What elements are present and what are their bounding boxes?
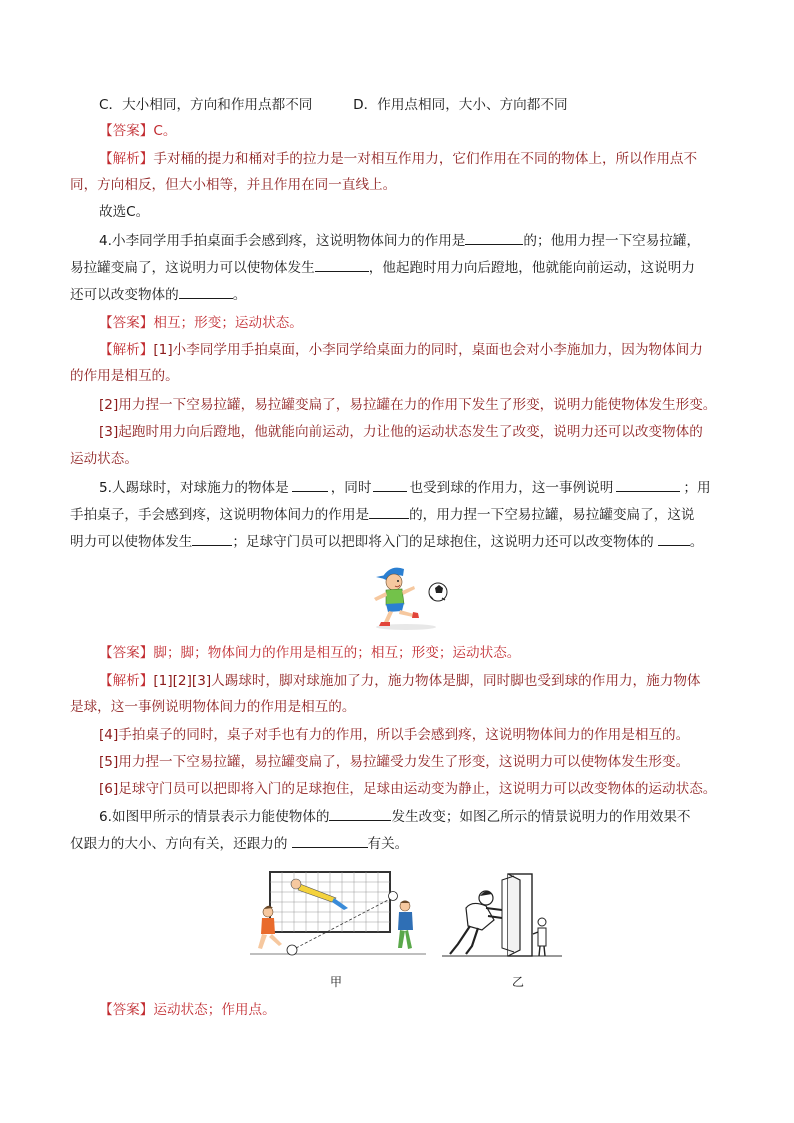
q3-options-line: C．大小相同，方向和作用点都不同 D．作用点相同，大小、方向都不同 <box>99 97 568 113</box>
q5-question-line2: 手拍桌子，手会感到疼，这说明物体间力的作用是 的，用力捏一下空易拉罐，易拉罐变扁了，这说 <box>70 504 730 525</box>
q4-blank-2 <box>315 257 369 272</box>
q5-explanation-line5: [6]足球守门员可以把即将入门的足球抱住，足球由运动变为静止，这说明力可以改变物体的运动状态。 <box>99 781 717 797</box>
q5-question-line3: 明力可以使物体发生 ；足球守门员可以把即将入门的足球抱住，这说明力还可以改变物体的 。 <box>70 531 730 552</box>
q5-blank-6 <box>658 531 690 546</box>
q5-blank-1 <box>292 477 328 492</box>
q4-blank-1 <box>465 230 523 245</box>
q4-question-line3: 还可以改变物体的 。 <box>70 284 730 305</box>
q4-question-line1: 4.小李同学用手拍桌面手会感到疼，这说明物体间力的作用是 的；他用力捏一下空易拉罐， <box>99 230 759 251</box>
q6-question-line2: 仅跟力的大小、方向有关，还跟力的 有关。 <box>70 833 730 854</box>
q3-answer: 【答案】C。 <box>99 123 177 139</box>
q4-question-line2: 易拉罐变扁了，这说明力可以使物体发生 ，他起跑时用力向后蹬地，他就能向前运动，这说明力 <box>70 257 730 278</box>
q5-blank-3 <box>616 477 680 492</box>
q4-explanation-line4: [3]起跑时用力向后蹬地，他就能向前运动，力让他的运动状态发生了改变，说明力还可以改变物体的 <box>99 424 703 440</box>
q5-question-line1: 5.人踢球时，对球施力的物体是 ，同时 也受到球的作用力，这一事例说明 ；用 <box>99 477 759 498</box>
q3-explanation-line1: 【解析】手对桶的提力和桶对手的拉力是一对相互作用力，它们作用在不同的物体上，所以作用点不 <box>99 151 698 167</box>
q4-answer: 【答案】相互；形变；运动状态。 <box>99 315 303 331</box>
q5-explanation-line1: 【解析】[1][2][3]人踢球时，脚对球施加了力，施力物体是脚，同时脚也受到球的作用力，施力物体 <box>99 673 701 689</box>
q3-conclusion: 故选C。 <box>99 204 150 220</box>
q6-blank-1 <box>329 806 391 821</box>
boy-kicking-ball-illustration <box>358 560 454 632</box>
q4-explanation-line2: 的作用是相互的。 <box>70 368 179 384</box>
q4-explanation-line5: 运动状态。 <box>70 451 138 467</box>
q4-explanation-line3: [2]用力捏一下空易拉罐，易拉罐变扁了，易拉罐在力的作用下发生了形变，说明力能使物体发生形变。 <box>99 397 717 413</box>
figure-jia-soccer-illustration <box>248 868 428 964</box>
q5-blank-2 <box>373 477 407 492</box>
q6-blank-2 <box>292 833 368 848</box>
figure-yi-caption: 乙 <box>512 975 525 989</box>
q5-explanation-line2: 是球，这一事例说明物体间力的作用是相互的。 <box>70 699 356 715</box>
q6-question-line1: 6.如图甲所示的情景表示力能使物体的 发生改变；如图乙所示的情景说明力的作用效果不 <box>99 806 759 827</box>
q5-blank-4 <box>369 504 409 519</box>
q6-answer: 【答案】运动状态；作用点。 <box>99 1002 276 1018</box>
q5-blank-5 <box>192 531 232 546</box>
q5-explanation-line3: [4]手拍桌子的同时，桌子对手也有力的作用，所以手会感到疼，这说明物体间力的作用是相互的。 <box>99 727 690 743</box>
figure-yi-door-illustration <box>442 870 562 966</box>
q3-explanation-line2: 同，方向相反，但大小相等，并且作用在同一直线上。 <box>70 177 397 193</box>
q4-blank-3 <box>179 284 233 299</box>
q5-explanation-line4: [5]用力捏一下空易拉罐，易拉罐变扁了，易拉罐受力发生了形变，这说明力可以使物体发生形变。 <box>99 754 690 770</box>
q4-explanation-line1: 【解析】[1]小李同学用手拍桌面，小李同学给桌面力的同时，桌面也会对小李施加力，因为物体间力 <box>99 342 703 358</box>
figure-jia-caption: 甲 <box>330 975 343 989</box>
q5-answer: 【答案】脚；脚；物体间力的作用是相互的；相互；形变；运动状态。 <box>99 645 521 661</box>
